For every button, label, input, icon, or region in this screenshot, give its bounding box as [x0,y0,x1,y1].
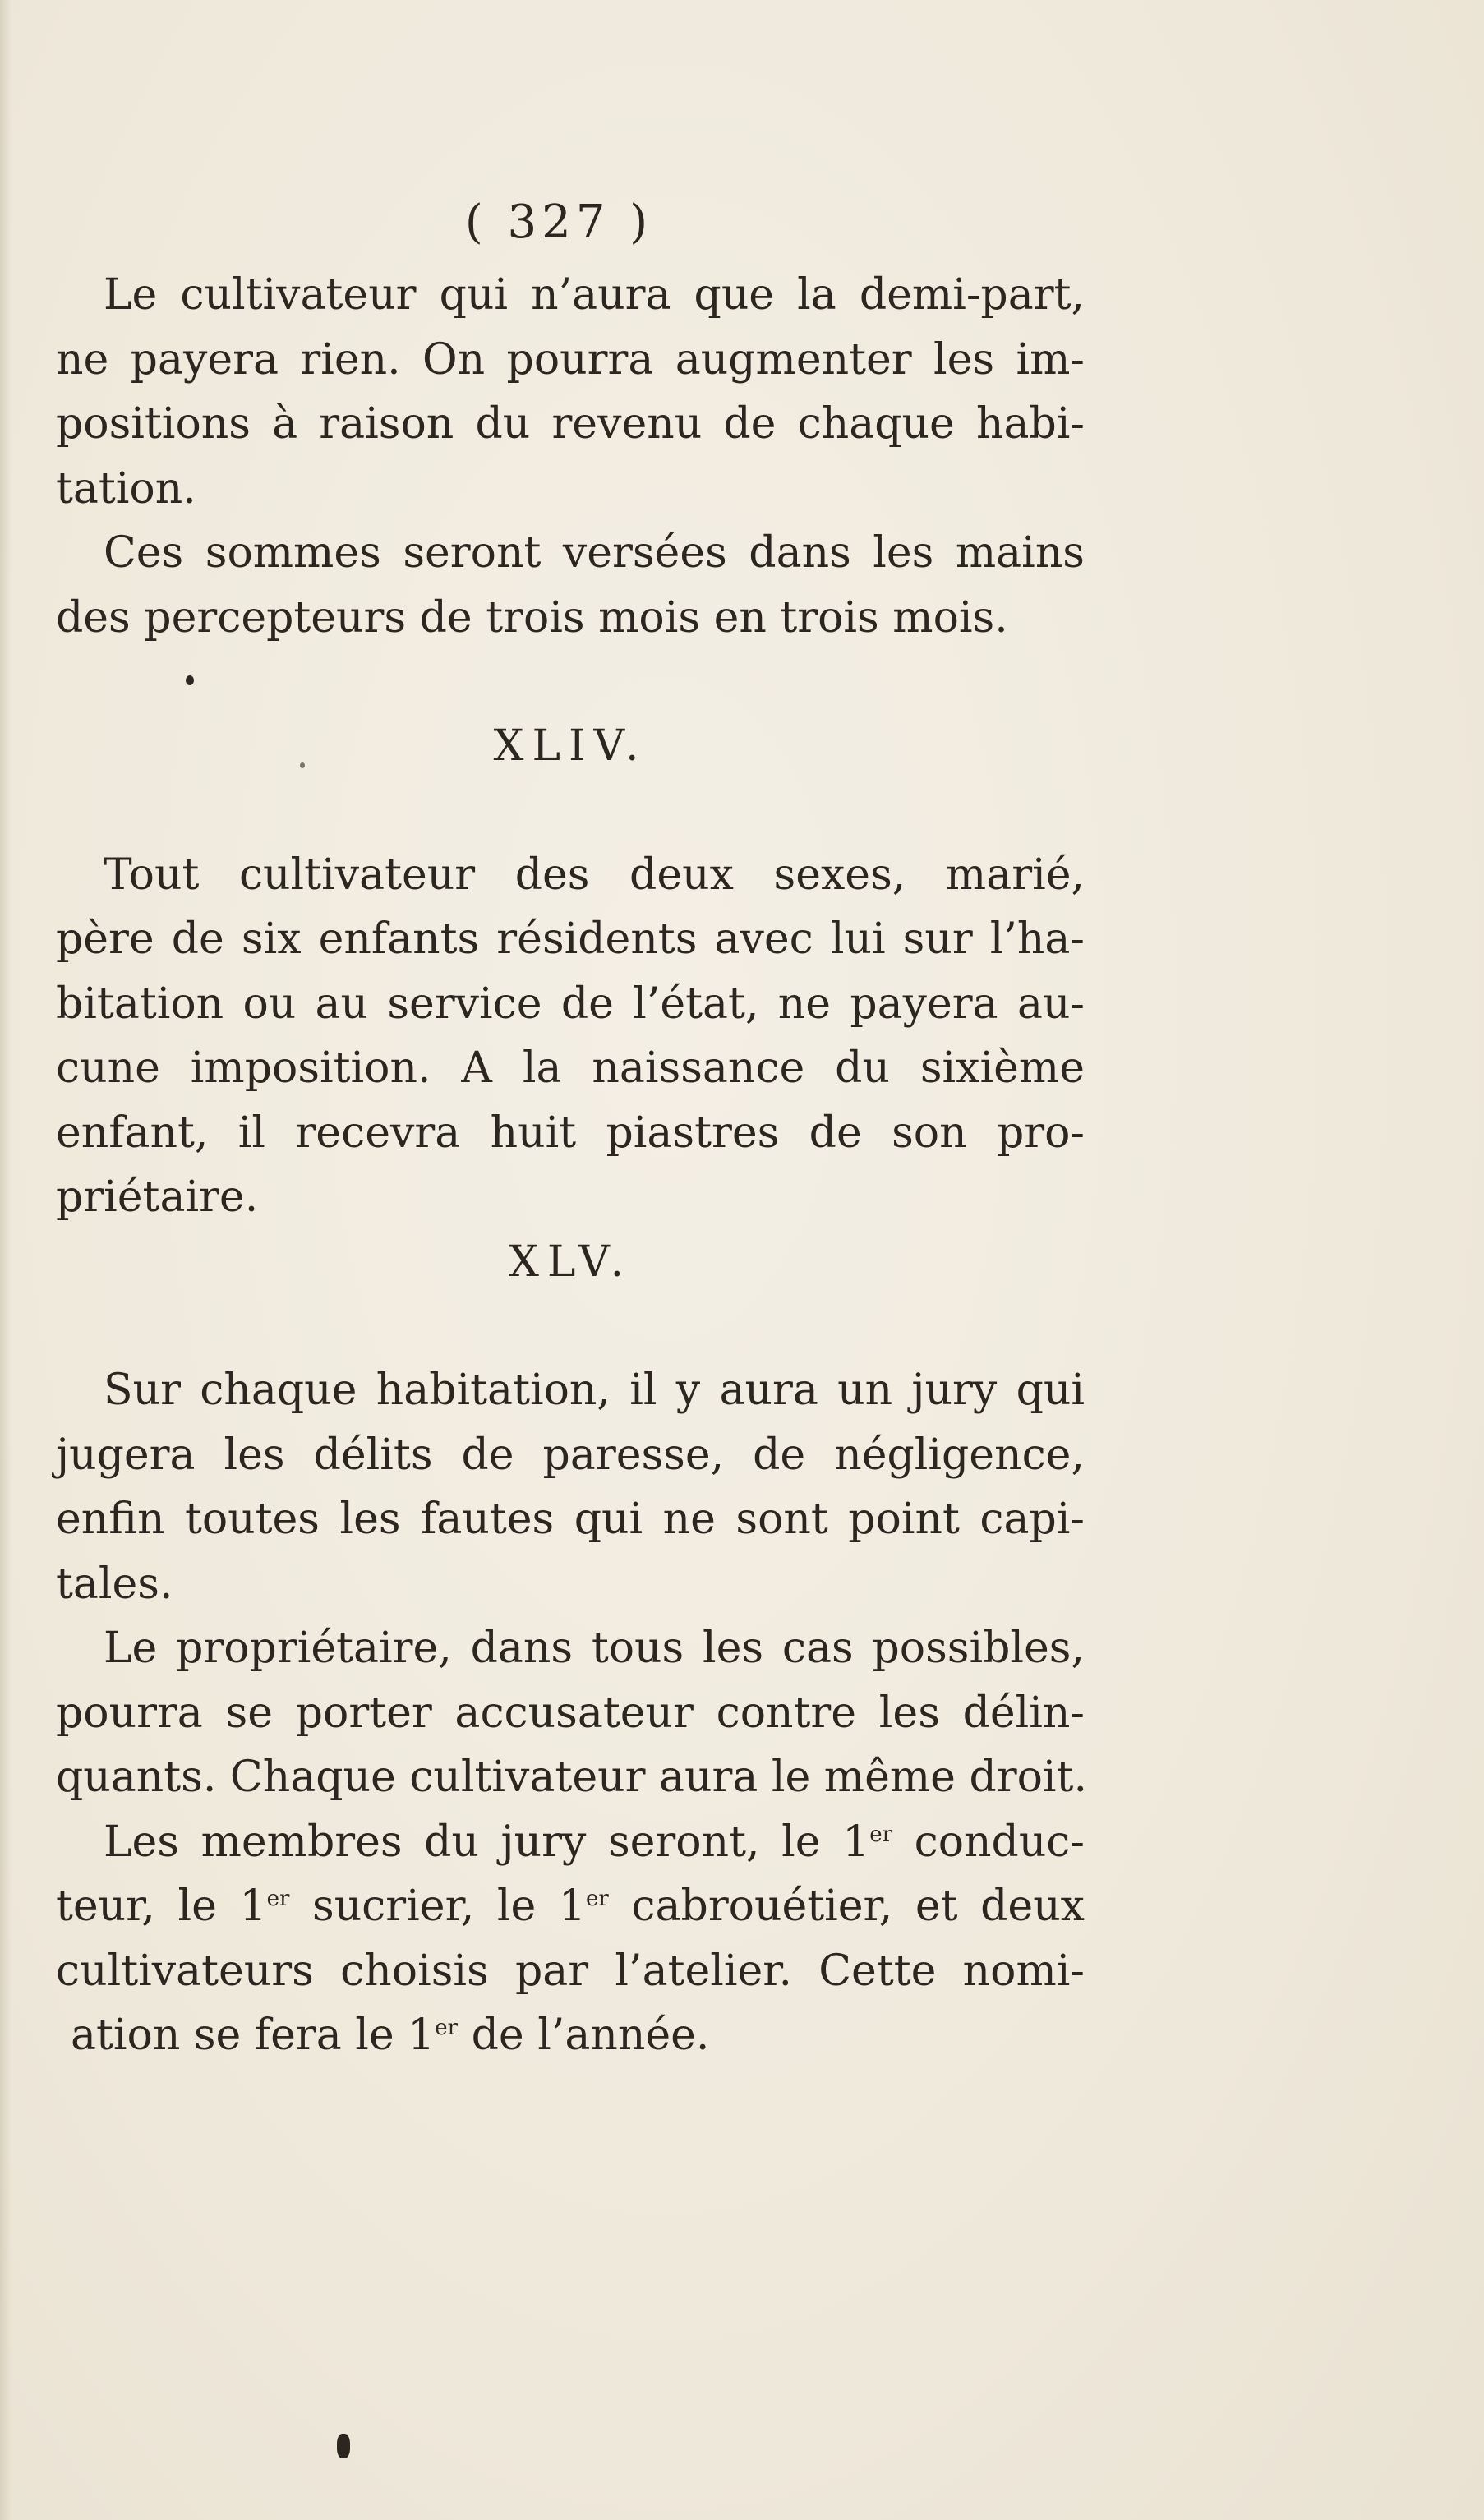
text-line: des percepteurs de trois mois en trois mois. [56,592,1008,643]
text-line: ation se fera le 1er de l’année. [71,2011,710,2060]
text-line: enfant, il recevra huit piastres de son pro- [56,1108,1085,1158]
paragraph-article-xliv [56,843,1085,1230]
text-line: enfin toutes les fautes qui ne sont point capi- [56,1495,1085,1544]
text-line: priétaire. [56,1172,259,1222]
text-line: jugera les délits de paresse, de négligence, [56,1430,1085,1480]
text-line: Le propriétaire, dans tous les cas possibles, [104,1624,1085,1673]
text-line: tation. [56,463,196,514]
text-line: Le cultivateur qui n’aura que la demi-part, [104,270,1085,320]
paragraph-jury [56,1358,1085,1616]
text-line: Les membres du jury seront, le 1er conduc- [104,1817,1085,1867]
ink-speck [300,762,305,768]
paragraph-membres-jury [56,1810,1085,2068]
text-line: teur, le 1er sucrier, le 1er cabrouétier, et deux [56,1882,1085,1931]
text-line: quants. Chaque cultivateur aura le même droit. [56,1753,1087,1802]
paragraph-cultivateur-demi-part [56,263,1085,521]
paragraph-sommes-versees [56,521,1085,650]
text-line: ne payera rien. On pourra augmenter les im- [56,334,1085,385]
text-line: Ces sommes seront versées dans les mains [104,528,1085,578]
text-line: cultivateurs choisis par l’atelier. Cette nomi- [56,1946,1085,1996]
section-heading-xliv: XLIV. [493,721,648,771]
text-line: bitation ou au service de l’état, ne payera au- [56,979,1085,1029]
ink-speck [337,2434,350,2458]
body-text [56,263,1085,2068]
section-heading-xlv: XLV. [508,1237,633,1287]
text-line: positions à raison du revenu de chaque habi- [56,399,1085,449]
text-line: cune imposition. A la naissance du sixième [56,1043,1085,1093]
page-number: ( 327 ) [464,196,653,249]
text-line: père de six enfants résidents avec lui sur l’ha- [56,914,1085,964]
paragraph-proprietaire-accusateur [56,1616,1085,1810]
text-line: Tout cultivateur des deux sexes, marié, [104,850,1085,900]
text-line: tales. [56,1559,173,1609]
text-line: pourra se porter accusateur contre les délin- [56,1688,1085,1738]
page-edge-shadow [0,0,12,2520]
ink-speck [186,675,194,685]
text-line: Sur chaque habitation, il y aura un jury qui [104,1366,1085,1415]
